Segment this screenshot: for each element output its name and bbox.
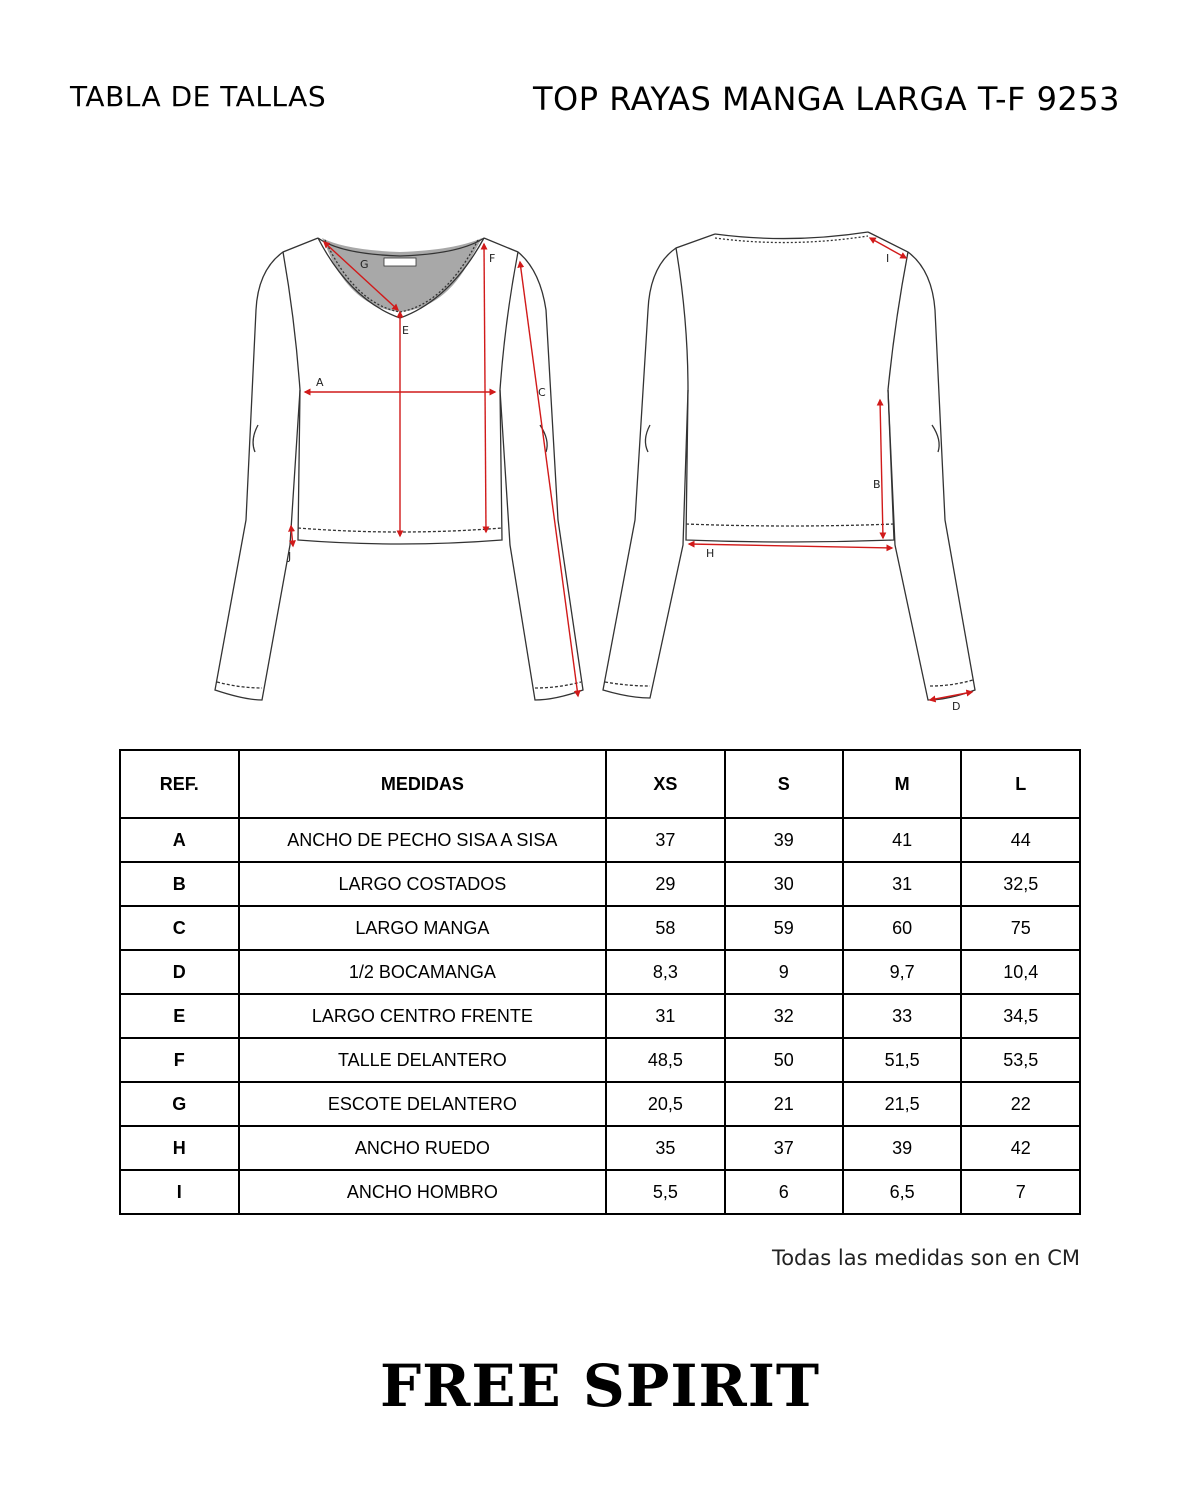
front-measure-lines xyxy=(291,242,578,696)
header-l: L xyxy=(961,750,1080,818)
row-m: 9,7 xyxy=(843,950,962,994)
table-row xyxy=(120,862,1080,906)
brand-logo: FREE SPIRIT xyxy=(379,1352,821,1420)
row-l: 7 xyxy=(961,1170,1080,1214)
label-j: J xyxy=(288,550,292,563)
header-medidas: MEDIDAS xyxy=(239,750,607,818)
row-xs: 48,5 xyxy=(606,1038,725,1082)
row-l: 42 xyxy=(961,1126,1080,1170)
row-ref: H xyxy=(120,1126,239,1170)
row-medida: ANCHO DE PECHO SISA A SISA xyxy=(239,818,607,862)
row-xs: 35 xyxy=(606,1126,725,1170)
row-xs: 58 xyxy=(606,906,725,950)
row-ref: E xyxy=(120,994,239,1038)
measure-c-line xyxy=(520,262,578,696)
header-ref: REF. xyxy=(120,750,239,818)
label-f: F xyxy=(489,252,496,265)
row-medida: ANCHO RUEDO xyxy=(239,1126,607,1170)
row-medida: ANCHO HOMBRO xyxy=(239,1170,607,1214)
row-medida: LARGO MANGA xyxy=(239,906,607,950)
header-m: M xyxy=(843,750,962,818)
row-m: 60 xyxy=(843,906,962,950)
row-l: 10,4 xyxy=(961,950,1080,994)
back-view xyxy=(603,232,975,700)
row-l: 44 xyxy=(961,818,1080,862)
row-medida: LARGO CENTRO FRENTE xyxy=(239,994,607,1038)
row-l: 53,5 xyxy=(961,1038,1080,1082)
row-xs: 31 xyxy=(606,994,725,1038)
row-s: 21 xyxy=(725,1082,843,1126)
measure-h-line xyxy=(689,544,892,548)
row-s: 32 xyxy=(725,994,843,1038)
row-ref: F xyxy=(120,1038,239,1082)
row-ref: I xyxy=(120,1170,239,1214)
label-h: H xyxy=(706,547,715,560)
row-s: 30 xyxy=(725,862,843,906)
units-note: Todas las medidas son en CM xyxy=(771,1246,1080,1270)
row-xs: 20,5 xyxy=(606,1082,725,1126)
back-measure-lines xyxy=(689,238,972,700)
label-c: C xyxy=(538,386,546,399)
row-medida: LARGO COSTADOS xyxy=(239,862,607,906)
garment-technical-drawing xyxy=(0,200,1200,740)
row-s: 6 xyxy=(725,1170,843,1214)
size-table xyxy=(119,749,1081,1215)
size-chart-title: TABLA DE TALLAS xyxy=(70,80,327,113)
row-m: 21,5 xyxy=(843,1082,962,1126)
label-a: A xyxy=(316,376,324,389)
row-m: 39 xyxy=(843,1126,962,1170)
label-e: E xyxy=(402,324,409,337)
row-medida: ESCOTE DELANTERO xyxy=(239,1082,607,1126)
measure-b-line xyxy=(880,400,883,538)
row-s: 39 xyxy=(725,818,843,862)
row-ref: G xyxy=(120,1082,239,1126)
label-d: D xyxy=(952,700,961,713)
row-l: 75 xyxy=(961,906,1080,950)
row-xs: 29 xyxy=(606,862,725,906)
row-xs: 5,5 xyxy=(606,1170,725,1214)
product-title: TOP RAYAS MANGA LARGA T-F 9253 xyxy=(533,80,1120,118)
measure-d-line xyxy=(930,692,972,700)
table-row xyxy=(120,994,1080,1038)
row-l: 34,5 xyxy=(961,994,1080,1038)
front-view xyxy=(215,238,583,700)
table-row xyxy=(120,1170,1080,1214)
row-ref: C xyxy=(120,906,239,950)
row-xs: 37 xyxy=(606,818,725,862)
table-row xyxy=(120,1126,1080,1170)
row-l: 22 xyxy=(961,1082,1080,1126)
table-row xyxy=(120,950,1080,994)
measure-j-line xyxy=(291,526,293,546)
row-medida: 1/2 BOCAMANGA xyxy=(239,950,607,994)
row-m: 33 xyxy=(843,994,962,1038)
table-row xyxy=(120,1038,1080,1082)
row-l: 32,5 xyxy=(961,862,1080,906)
row-m: 31 xyxy=(843,862,962,906)
row-s: 9 xyxy=(725,950,843,994)
label-b: B xyxy=(873,478,881,491)
table-row xyxy=(120,906,1080,950)
back-measure-labels xyxy=(706,252,960,713)
label-g: G xyxy=(360,258,369,271)
row-xs: 8,3 xyxy=(606,950,725,994)
row-s: 37 xyxy=(725,1126,843,1170)
row-ref: A xyxy=(120,818,239,862)
row-m: 51,5 xyxy=(843,1038,962,1082)
table-header-row xyxy=(120,750,1080,818)
header-s: S xyxy=(725,750,843,818)
row-s: 50 xyxy=(725,1038,843,1082)
table-row xyxy=(120,1082,1080,1126)
measure-f-line xyxy=(484,244,486,532)
row-medida: TALLE DELANTERO xyxy=(239,1038,607,1082)
row-s: 59 xyxy=(725,906,843,950)
row-m: 41 xyxy=(843,818,962,862)
header-xs: XS xyxy=(606,750,725,818)
row-ref: B xyxy=(120,862,239,906)
row-ref: D xyxy=(120,950,239,994)
table-row xyxy=(120,818,1080,862)
row-m: 6,5 xyxy=(843,1170,962,1214)
label-i: I xyxy=(886,252,890,265)
